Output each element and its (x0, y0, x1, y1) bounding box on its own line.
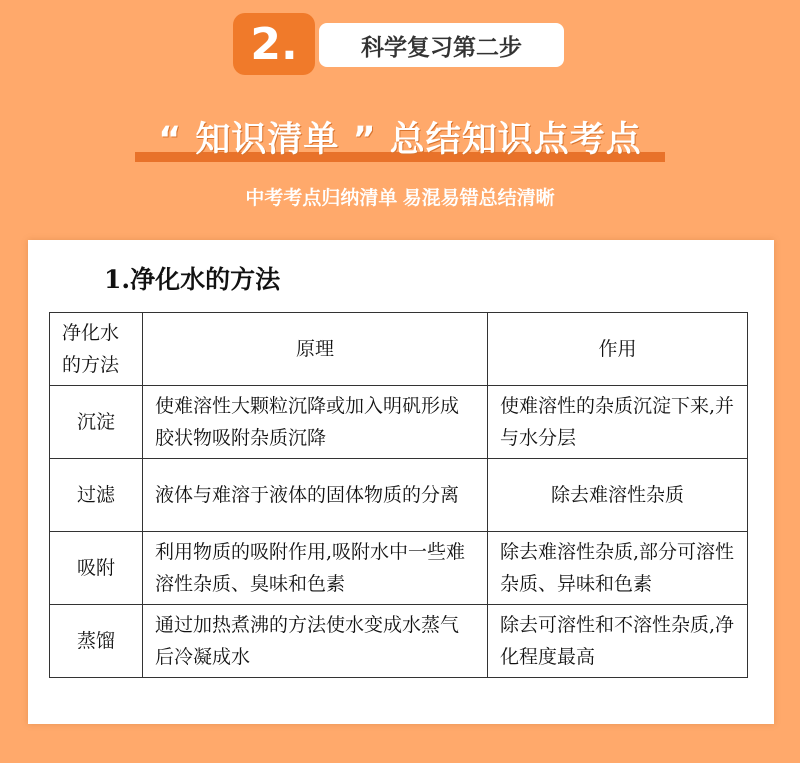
step-badge (233, 13, 567, 75)
effect-cell: 除去难溶性杂质 (488, 459, 748, 532)
headline: “ 知识清单 ” 总结知识点考点 (158, 120, 642, 160)
table-header-row (50, 313, 748, 386)
effect-cell: 使难溶性的杂质沉淀下来,并与水分层 (488, 386, 748, 459)
content-card (28, 240, 774, 724)
effect-cell: 除去可溶性和不溶性杂质,净化程度最高 (488, 605, 748, 678)
step-label: 科学复习第二步 (319, 23, 564, 67)
header-effect: 作用 (488, 313, 748, 386)
method-cell: 沉淀 (50, 386, 143, 459)
principle-cell: 使难溶性大颗粒沉降或加入明矾形成胶状物吸附杂质沉降 (143, 386, 488, 459)
table-row (50, 459, 748, 532)
method-cell: 过滤 (50, 459, 143, 532)
subheadline: 中考考点归纳清单 易混易错总结清晰 (245, 188, 555, 209)
effect-cell: 除去难溶性杂质,部分可溶性杂质、异味和色素 (488, 532, 748, 605)
principle-cell: 通过加热煮沸的方法使水变成水蒸气后冷凝成水 (143, 605, 488, 678)
table-row (50, 605, 748, 678)
method-cell: 吸附 (50, 532, 143, 605)
method-cell: 蒸馏 (50, 605, 143, 678)
section-title: 1.净化水的方法 (104, 265, 281, 294)
header-principle: 原理 (143, 313, 488, 386)
table-row (50, 532, 748, 605)
principle-cell: 利用物质的吸附作用,吸附水中一些难溶性杂质、臭味和色素 (143, 532, 488, 605)
water-purification-table (49, 312, 748, 678)
principle-cell: 液体与难溶于液体的固体物质的分离 (143, 459, 488, 532)
step-number: 2. (233, 13, 315, 75)
table-row (50, 386, 748, 459)
header-method: 净化水的方法 (50, 313, 143, 386)
